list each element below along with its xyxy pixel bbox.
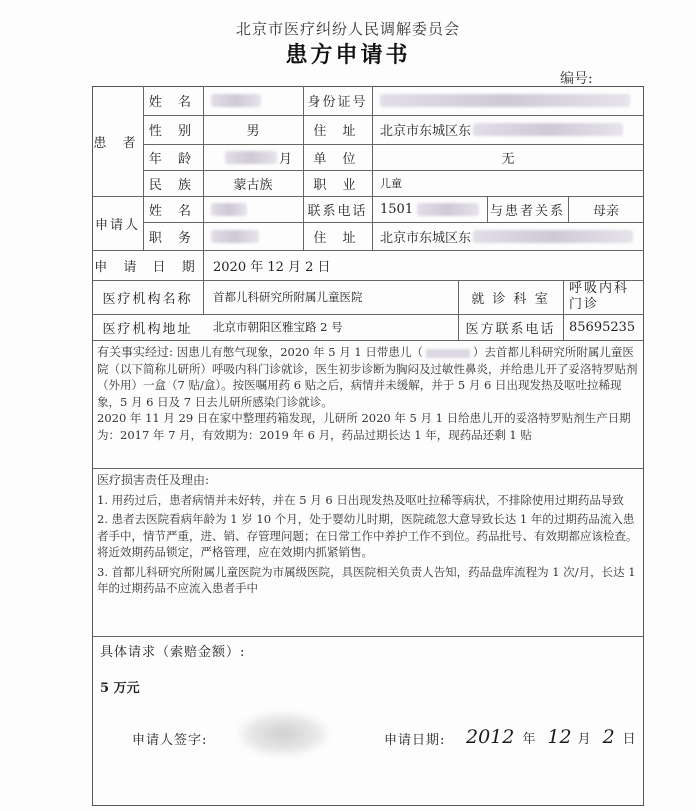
redaction-blur — [211, 230, 259, 243]
patient-ethnicity-value: 蒙古族 — [233, 177, 273, 193]
patient-gender-label: 性 别 — [148, 124, 198, 139]
applicant-position-label: 职 务 — [148, 230, 198, 246]
claim-amount: 5 万元 — [100, 680, 140, 696]
redaction-blur — [417, 203, 479, 216]
row-divider — [92, 636, 644, 637]
applicant-relation-value: 母亲 — [592, 203, 619, 219]
applicant-phone-label: 联系电话 — [307, 203, 368, 219]
patient-occupation-label: 职 业 — [313, 177, 362, 193]
applicant-relation-label: 与患者关系 — [489, 203, 565, 219]
handwritten-month: 12 — [547, 726, 572, 748]
patient-section-label: 患 者 — [93, 135, 142, 151]
institution-phone-value: 85695235 — [569, 319, 636, 335]
row-divider — [92, 340, 644, 341]
applicant-name-label: 姓 名 — [148, 203, 198, 219]
liability-item-2: 2. 患者去医院看病年龄为 1 岁 10 个月，处于婴幼儿时期，医院疏忽大意导致长达 1 年的过期药品流入患者手中，情节严重，进、销、存管理问题；在日常工作中养护工作不到位。药品批号、有效期都应该检查。将近效期药品锁定，严格管理，应在效期内抓紧销售。 — [97, 512, 638, 559]
document-title: 患方申请书 — [285, 42, 411, 68]
redaction-blur — [473, 123, 623, 136]
department-label: 就 诊 科 室 — [471, 291, 550, 307]
patient-unit-value: 无 — [501, 151, 515, 167]
institution-name-label: 医疗机构名称 — [102, 291, 193, 307]
patient-name-value — [203, 86, 303, 115]
applicant-name-value — [203, 196, 303, 222]
patient-occupation-value: 儿童 — [380, 177, 402, 190]
facts-paragraph-1: 有关事实经过: 因患儿有憋气现象，2020 年 5 月 1 日带患儿（ ）去首都儿科研究所附属儿童医院（以下简称儿研所）呼吸内科门诊就诊，医生初步诊断为胸闷及过敏性鼻炎，并给患儿开了妥洛特罗贴剂（外用）一盒（7 贴/盒）。按医嘱用药 6 贴之后，病情并未缓解，并于 5 月 6 日出现发热及呕吐拉稀现象，5 月 6 日及 7 日去儿研所感染门诊就诊。 — [97, 345, 638, 409]
institution-phone-label: 医方联系电话 — [465, 321, 556, 337]
date-label: 申请日期: — [384, 732, 446, 748]
applicant-address-value: 北京市东城区东 — [372, 222, 644, 250]
patient-gender-value: 男 — [246, 124, 260, 139]
department-value: 呼吸内科门诊 — [569, 281, 630, 312]
redaction-blur — [426, 349, 470, 358]
serial-number-label: 编号: — [560, 71, 593, 87]
institution-address-value: 北京市朝阳区雅宝路 2 号 — [213, 320, 343, 334]
applicant-address-label: 住 址 — [313, 230, 362, 246]
handwritten-date: 2012 年 12 月 2 日 — [466, 726, 636, 748]
redaction-blur — [380, 94, 630, 107]
liability-section — [97, 472, 639, 597]
redaction-blur — [473, 230, 633, 243]
applicant-section-label: 申请人 — [94, 217, 140, 233]
signature-image — [238, 712, 328, 756]
organization-name: 北京市医疗纠纷人民调解委员会 — [235, 20, 460, 38]
patient-unit-label: 单 位 — [313, 151, 362, 167]
application-date-value: 2020 年 12 月 2 日 — [213, 259, 331, 275]
patient-address-value: 北京市东城区东 — [372, 115, 644, 144]
liability-item-1: 1. 用药过后，患者病情并未好转，并在 5 月 6 日出现发热及呕吐拉稀等病状，不排除使用过期药品导致 — [97, 492, 624, 507]
redaction-blur — [211, 94, 261, 107]
institution-address-label: 医疗机构地址 — [102, 321, 193, 337]
patient-name-label: 姓 名 — [148, 95, 198, 110]
patient-age-label: 年 龄 — [148, 151, 198, 167]
handwritten-year: 2012 — [466, 726, 515, 748]
row-divider — [92, 468, 644, 469]
facts-label: 有关事实经过: — [97, 345, 174, 359]
applicant-phone-value: 1501 — [372, 196, 487, 222]
patient-id-label: 身份证号 — [307, 95, 368, 110]
liability-label: 医疗损害责任及理由: — [97, 473, 210, 487]
facts-paragraph-2: 2020 年 11 月 29 日在家中整理药箱发现，儿研所 2020 年 5 月 1 日给患儿开的妥洛特罗贴剂生产日期为：2017 年 7 月，有效期为：2019 年 6 月，药品过期长达 1 年，现药品还剩 1 贴 — [97, 411, 631, 442]
patient-ethnicity-label: 民 族 — [148, 177, 198, 193]
facts-section — [97, 344, 639, 443]
signer-label: 申请人签字: — [132, 732, 208, 748]
applicant-position-value — [203, 222, 303, 250]
liability-item-3: 3. 首都儿科研究所附属儿童医院为市属级医院，具医院相关负责人告知，药品盘库流程为 1 次/月，长达 1 年的过期药品不应流入患者手中 — [97, 564, 636, 595]
patient-age-value: 月 — [203, 144, 303, 170]
handwritten-day: 2 — [602, 726, 615, 748]
patient-address-label: 住 址 — [313, 124, 362, 139]
request-label: 具体请求（索赔金额）: — [100, 644, 246, 660]
patient-id-value — [372, 86, 644, 115]
redaction-blur — [211, 203, 247, 216]
institution-name-value: 首都儿科研究所附属儿童医院 — [213, 290, 363, 304]
application-date-label: 申 请 日 期 — [94, 259, 201, 275]
redaction-blur — [225, 151, 277, 164]
